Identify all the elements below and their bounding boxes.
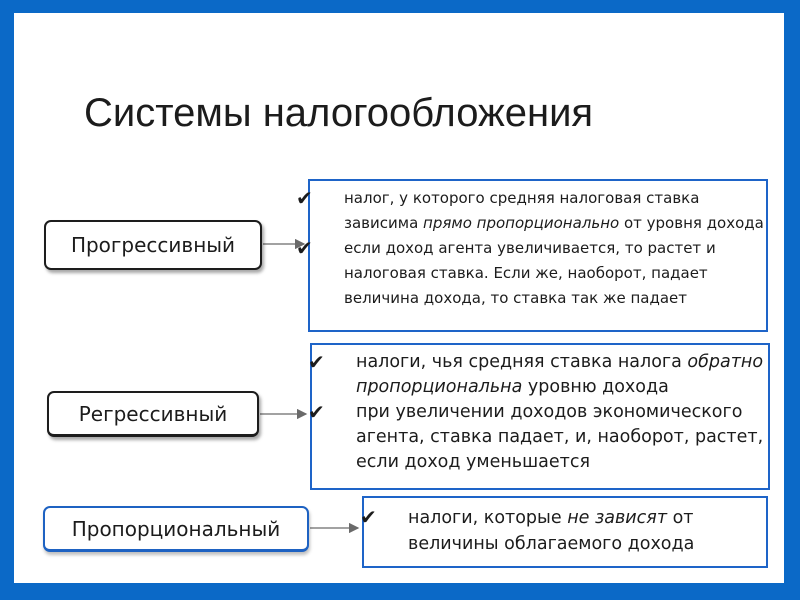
panel-regressive: [310, 343, 770, 490]
panel-regressive-list: [308, 350, 768, 475]
panel-progressive: [296, 179, 768, 332]
label-regressive: Регрессивный: [47, 391, 259, 437]
bullet-text: налоги, чья средняя ставка налога: [356, 352, 688, 372]
checkmark-icon: ✔: [296, 236, 313, 260]
bullet-item: [308, 400, 768, 475]
checkmark-icon: ✔: [308, 350, 325, 374]
bullet-text: уровню дохода: [522, 377, 669, 397]
checkmark-icon: ✔: [308, 400, 325, 424]
checkmark-icon: ✔: [296, 186, 313, 210]
checkmark-icon: ✔: [360, 505, 377, 529]
bullet-item: [296, 236, 766, 311]
label-progressive: Прогрессивный: [44, 220, 262, 270]
panel-proportional: [362, 496, 768, 568]
bullet-text: налоги, которые: [408, 508, 568, 528]
panel-progressive-list: [296, 186, 766, 311]
panel-proportional-list: [360, 505, 766, 557]
bullet-text: если доход агента увеличивается, то растет и налоговая ставка. Если же, наоборот, падает величина дохода, то ставка так же падает: [344, 239, 716, 307]
bullet-item: [360, 505, 766, 557]
bullet-text: при увеличении доходов экономического агента, ставка падает, и, наоборот, растет, если доход уменьшается: [356, 402, 764, 472]
bullet-text: от величины облагаемого дохода: [408, 508, 695, 554]
bullet-emphasis: прямо пропорционально: [423, 214, 620, 232]
slide-title: Системы налогообложения: [84, 91, 594, 135]
slide: [14, 13, 784, 583]
bullet-item: [308, 350, 768, 400]
bullet-item: [296, 186, 766, 236]
bullet-text: налог, у которого средняя налоговая ставка зависима: [344, 189, 700, 232]
bullet-emphasis: не зависят: [567, 508, 668, 528]
bullet-text: от уровня дохода: [619, 214, 764, 232]
label-proportional: Пропорциональный: [43, 506, 309, 552]
bullet-emphasis: обратно пропорциональна: [356, 352, 764, 397]
